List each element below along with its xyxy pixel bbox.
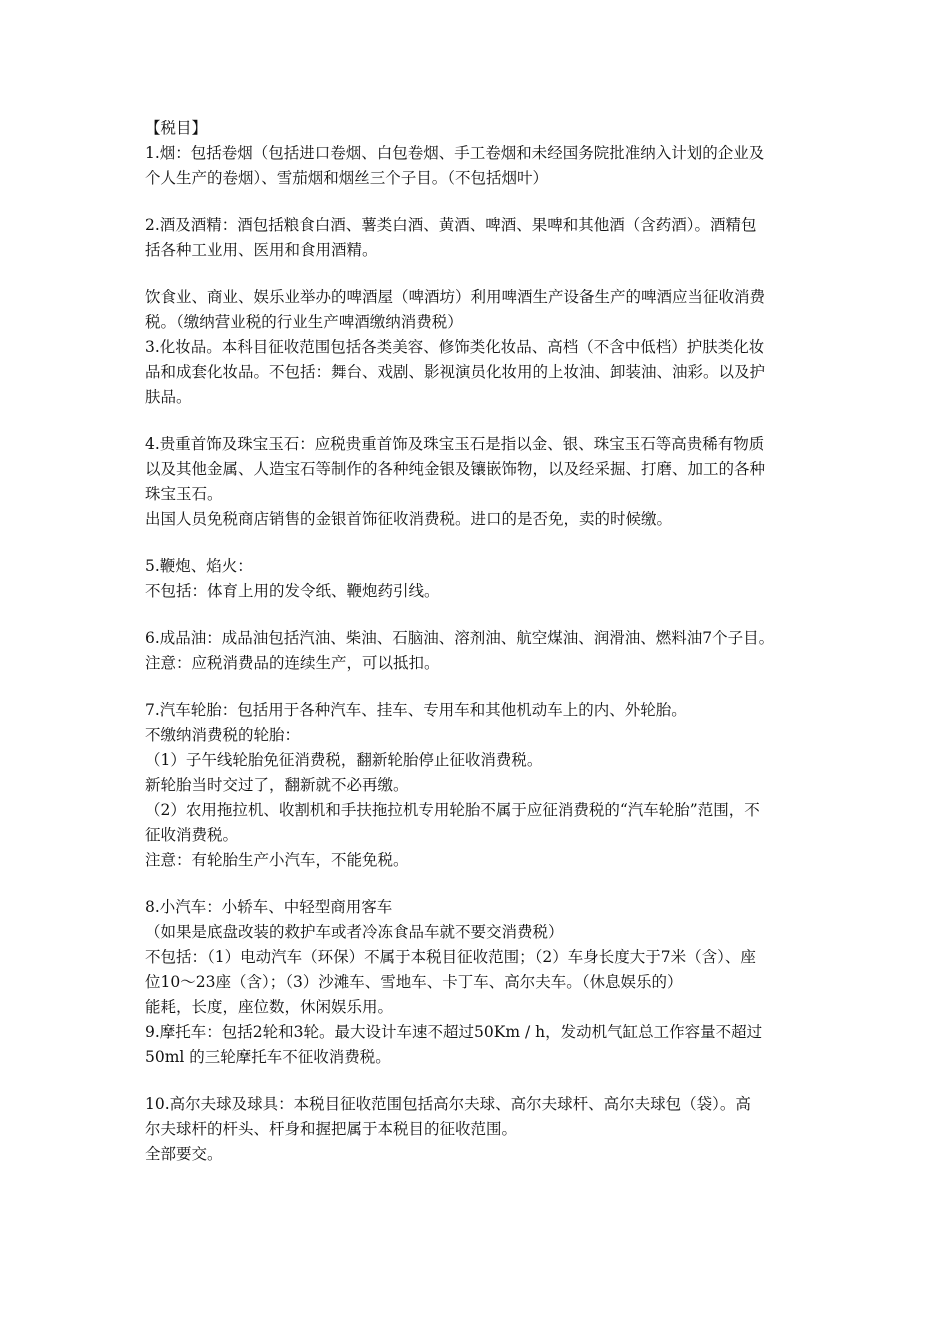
document-body [145, 116, 813, 1167]
text-line: 【税目】 [145, 119, 208, 137]
text-line: （如果是底盘改装的救护车或者冷冻食品车就不要交消费税） [145, 923, 564, 941]
text-line: （1）子午线轮胎免征消费税，翻新轮胎停止征收消费税。 [145, 751, 543, 769]
paragraph-gap [145, 191, 813, 213]
text-line: 位10～23座（含）；（3）沙滩车、雪地车、卡丁车、高尔夫车。（休息娱乐的） [145, 973, 683, 991]
text-line: 3.化妆品。本科目征收范围包括各类美容、修饰类化妆品、高档（不含中低档）护肤类化妆 [145, 338, 765, 356]
text-line: 4.贵重首饰及珠宝玉石：应税贵重首饰及珠宝玉石是指以金、银、珠宝玉石等高贵稀有物质 [145, 435, 765, 453]
text-line: 不缴纳消费税的轮胎： [145, 726, 301, 744]
text-line: 50ml 的三轮摩托车不征收消费税。 [145, 1048, 391, 1066]
text-line: 新轮胎当时交过了，翻新就不必再缴。 [145, 776, 409, 794]
text-line: 饮食业、商业、娱乐业举办的啤酒屋（啤酒坊）利用啤酒生产设备生产的啤酒应当征收消费 [145, 288, 766, 306]
text-line: 尔夫球杆的杆头、杆身和握把属于本税目的征收范围。 [145, 1120, 518, 1138]
paragraph-gap [145, 532, 813, 554]
text-line: 全部要交。 [145, 1145, 223, 1163]
paragraph-gap [145, 410, 813, 432]
paragraph-gap [145, 604, 813, 626]
text-line: 征收消费税。 [145, 826, 239, 844]
text-line: 9.摩托车：包括2轮和3轮。最大设计车速不超过50Km / h，发动机气缸总工作容量不超过 [145, 1023, 763, 1041]
paragraph-gap [145, 1070, 813, 1092]
text-line: 品和成套化妆品。不包括：舞台、戏剧、影视演员化妆用的上妆油、卸装油、油彩。以及护 [145, 363, 766, 381]
text-line: 不包括：（1）电动汽车（环保）不属于本税目征收范围；（2）车身长度大于7米（含）、座 [145, 948, 756, 966]
text-line: 珠宝玉石。 [145, 485, 223, 503]
text-line: 6.成品油：成品油包括汽油、柴油、石脑油、溶剂油、航空煤油、润滑油、燃料油7个子目。 [145, 629, 775, 647]
text-line: 肤品。 [145, 388, 192, 406]
text-line: 不包括：体育上用的发令纸、鞭炮药引线。 [145, 582, 440, 600]
text-line: 2.酒及酒精：酒包括粮食白酒、薯类白酒、黄酒、啤酒、果啤和其他酒（含药酒）。酒精包 [145, 216, 757, 234]
text-line: 7.汽车轮胎：包括用于各种汽车、挂车、专用车和其他机动车上的内、外轮胎。 [145, 701, 687, 719]
text-line: 个人生产的卷烟）、雪茄烟和烟丝三个子目。（不包括烟叶） [145, 169, 549, 187]
paragraph-gap [145, 676, 813, 698]
text-line: 税。（缴纳营业税的行业生产啤酒缴纳消费税） [145, 313, 463, 331]
text-line: 以及其他金属、人造宝石等制作的各种纯金银及镶嵌饰物，以及经采掘、打磨、加工的各种 [145, 460, 766, 478]
text-line: （2）农用拖拉机、收割机和手扶拖拉机专用轮胎不属于应征消费税的“汽车轮胎”范围，不 [145, 801, 760, 819]
text-line: 1.烟：包括卷烟（包括进口卷烟、白包卷烟、手工卷烟和未经国务院批准纳入计划的企业及 [145, 144, 765, 162]
text-line: 8.小汽车：小轿车、中轻型商用客车 [145, 898, 393, 916]
paragraph-gap [145, 263, 813, 285]
text-line: 能耗，长度，座位数，休闲娱乐用。 [145, 998, 394, 1016]
text-line: 出国人员免税商店销售的金银首饰征收消费税。进口的是否免，卖的时候缴。 [145, 510, 673, 528]
text-line: 注意：应税消费品的连续生产，可以抵扣。 [145, 654, 440, 672]
text-line: 括各种工业用、医用和食用酒精。 [145, 241, 378, 259]
text-line: 5.鞭炮、焰火： [145, 557, 253, 575]
text-line: 注意：有轮胎生产小汽车，不能免税。 [145, 851, 409, 869]
text-line: 10.高尔夫球及球具：本税目征收范围包括高尔夫球、高尔夫球杆、高尔夫球包（袋）。高 [145, 1095, 751, 1113]
paragraph-gap [145, 873, 813, 895]
